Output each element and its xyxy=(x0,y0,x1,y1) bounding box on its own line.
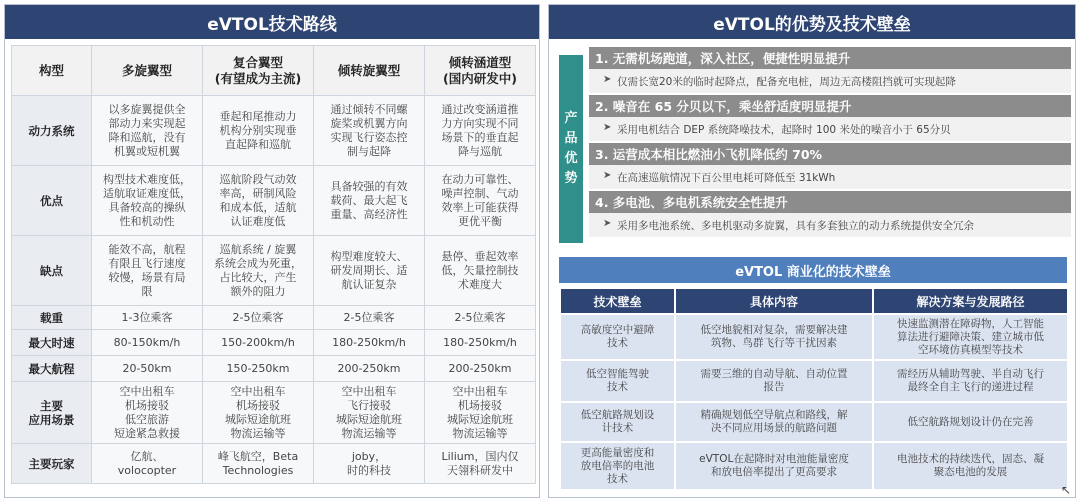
advantage-heading: 1. 无需机场跑道，深入社区，便捷性明显提升 xyxy=(589,47,1071,69)
product-advantage-label: 产 品 优 势 xyxy=(559,55,583,243)
barrier-title: eVTOL 商业化的技术壁垒 xyxy=(559,257,1067,283)
barrier-cell: eVTOL在起降时对电池能量密度 和放电倍率提出了更高要求 xyxy=(676,443,872,489)
table-cell: 空中出租车 飞行接驳 城际短途航班 物流运输等 xyxy=(314,382,425,444)
arrow-icon: ➤ xyxy=(603,74,612,85)
table-row xyxy=(561,443,1067,489)
advantage-heading: 2. 噪音在 65 分贝以下，乘坐舒适度明显提升 xyxy=(589,95,1071,117)
table-cell: 80-150km/h xyxy=(92,330,203,356)
table-cell: 巡航阶段气动效 率高，研制风险 和成本低，适航 认证难度低 xyxy=(203,166,314,236)
table-cell: joby， 时的科技 xyxy=(314,444,425,484)
table-cell: 悬停、垂起效率 低，矢量控制技 术难度大 xyxy=(425,236,536,306)
table-cell: 构型难度较大、 研发周期长、适 航认证复杂 xyxy=(314,236,425,306)
table-cell: Lilium，国内仅 天翎科研发中 xyxy=(425,444,536,484)
table-row xyxy=(12,236,536,306)
row-label: 载重 xyxy=(12,306,92,330)
barrier-cell: 需经历从辅助驾驶、半自动飞行 最终全自主飞行的递进过程 xyxy=(874,361,1067,401)
table-cell: 180-250km/h xyxy=(314,330,425,356)
table-cell: 巡航系统 / 旋翼 系统会成为死重， 占比较大，产生 额外的阻力 xyxy=(203,236,314,306)
advantage-heading: 3. 运营成本相比燃油小飞机降低约 70% xyxy=(589,143,1071,165)
advantages-panel xyxy=(548,4,1076,498)
arrow-icon: ➤ xyxy=(603,122,612,133)
barrier-cell: 需要三维的自动导航、自动位置 报告 xyxy=(676,361,872,401)
barrier-header-tech: 技术壁垒 xyxy=(561,289,674,313)
barrier-cell: 快速监测潜在障碍物，人工智能 算法进行避障决策、建立城市低 空环境仿真模型等技术 xyxy=(874,315,1067,359)
barrier-cell: 高敏度空中避障 技术 xyxy=(561,315,674,359)
advantage-detail: 仅需长宽20米的临时起降点，配备充电桩，周边无高楼阻挡就可实现起降 xyxy=(617,75,956,88)
table-cell: 200-250km xyxy=(425,356,536,382)
table-cell: 具备较强的有效 载荷、最大起飞 重量、高经济性 xyxy=(314,166,425,236)
row-label: 动力系统 xyxy=(12,96,92,166)
advantage-list xyxy=(589,47,1071,239)
table-cell: 2-5位乘客 xyxy=(314,306,425,330)
header-tilt-rotor: 倾转旋翼型 xyxy=(314,46,425,96)
arrow-icon: ➤ xyxy=(603,218,612,229)
advantage-heading: 4. 多电池、多电机系统安全性提升 xyxy=(589,191,1071,213)
barrier-header-content: 具体内容 xyxy=(676,289,872,313)
row-label: 主要 应用场景 xyxy=(12,382,92,444)
row-label: 最大航程 xyxy=(12,356,92,382)
barrier-table xyxy=(559,287,1069,491)
advantage-detail: 在高速巡航情况下百公里电耗可降低至 31kWh xyxy=(617,171,836,184)
row-label: 主要玩家 xyxy=(12,444,92,484)
row-label: 优点 xyxy=(12,166,92,236)
header-tilt-duct: 倾转涵道型 (国内研发中) xyxy=(425,46,536,96)
header-compound-wing: 复合翼型 (有望成为主流) xyxy=(203,46,314,96)
arrow-icon: ➤ xyxy=(603,170,612,181)
table-row xyxy=(12,166,536,236)
barrier-header-solution: 解决方案与发展路径 xyxy=(874,289,1067,313)
table-cell: 在动力可靠性、 噪声控制、气动 效率上可能获得 更优平衡 xyxy=(425,166,536,236)
table-row xyxy=(12,356,536,382)
advantage-item xyxy=(589,95,1071,141)
table-cell: 150-200km/h xyxy=(203,330,314,356)
table-cell: 空中出租车 机场接驳 城际短途航班 物流运输等 xyxy=(203,382,314,444)
header-config: 构型 xyxy=(12,46,92,96)
table-cell: 空中出租车 机场接驳 城际短途航班 物流运输等 xyxy=(425,382,536,444)
tech-route-panel xyxy=(4,4,540,498)
table-row xyxy=(12,96,536,166)
table-cell: 2-5位乘客 xyxy=(203,306,314,330)
table-cell: 构型技术难度低， 适航取证难度低， 具备较高的操纵 性和机动性 xyxy=(92,166,203,236)
table-cell: 垂起和尾推动力 机构分别实现垂 直起降和巡航 xyxy=(203,96,314,166)
table-row xyxy=(561,403,1067,441)
barrier-cell: 电池技术的持续迭代，固态、凝 聚态电池的发展 xyxy=(874,443,1067,489)
barrier-cell: 低空智能驾驶 技术 xyxy=(561,361,674,401)
barrier-cell: 精确规划低空导航点和路线，解 决不同应用场景的航路问题 xyxy=(676,403,872,441)
cursor-icon: ↖ xyxy=(1060,483,1071,497)
table-cell: 通过倾转不同螺 旋桨或机翼方向 实现飞行姿态控 制与起降 xyxy=(314,96,425,166)
advantage-detail: 采用电机结合 DEP 系统降噪技术，起降时 100 米处的噪音小于 65分贝 xyxy=(617,123,951,136)
row-label: 最大时速 xyxy=(12,330,92,356)
advantage-item xyxy=(589,191,1071,237)
table-cell: 能效不高，航程 有限且飞行速度 较慢，场景有局 限 xyxy=(92,236,203,306)
table-cell: 峰飞航空，Beta Technologies xyxy=(203,444,314,484)
barrier-cell: 低空航路规划设 计技术 xyxy=(561,403,674,441)
header-multirotor: 多旋翼型 xyxy=(92,46,203,96)
table-cell: 2-5位乘客 xyxy=(425,306,536,330)
row-label: 缺点 xyxy=(12,236,92,306)
tech-route-table xyxy=(11,45,536,484)
table-cell: 180-250km/h xyxy=(425,330,536,356)
table-row xyxy=(12,330,536,356)
advantage-detail: 采用多电池系统、多电机驱动多旋翼，具有多套独立的动力系统提供安全冗余 xyxy=(617,219,974,232)
barrier-cell: 更高能量密度和 放电倍率的电池 技术 xyxy=(561,443,674,489)
barrier-cell: 低空航路规划设计仍在完善 xyxy=(874,403,1067,441)
table-cell: 亿航、 volocopter xyxy=(92,444,203,484)
table-cell: 20-50km xyxy=(92,356,203,382)
table-cell: 150-250km xyxy=(203,356,314,382)
table-cell: 空中出租车 机场接驳 低空旅游 短途紧急救援 xyxy=(92,382,203,444)
advantage-item xyxy=(589,47,1071,93)
table-row xyxy=(561,361,1067,401)
tech-route-title: eVTOL技术路线 xyxy=(5,5,539,39)
table-row xyxy=(12,306,536,330)
table-row xyxy=(12,382,536,444)
table-cell: 以多旋翼提供全 部动力来实现起 降和巡航，没有 机翼或短机翼 xyxy=(92,96,203,166)
table-row xyxy=(561,315,1067,359)
advantages-title: eVTOL的优势及技术壁垒 xyxy=(549,5,1075,39)
table-cell: 通过改变涵道推 力方向实现不同 场景下的垂直起 降与巡航 xyxy=(425,96,536,166)
barrier-cell: 低空地貌相对复杂，需要解决建 筑物、鸟群飞行等干扰因素 xyxy=(676,315,872,359)
table-cell: 1-3位乘客 xyxy=(92,306,203,330)
table-cell: 200-250km xyxy=(314,356,425,382)
advantage-item xyxy=(589,143,1071,189)
table-row xyxy=(12,444,536,484)
